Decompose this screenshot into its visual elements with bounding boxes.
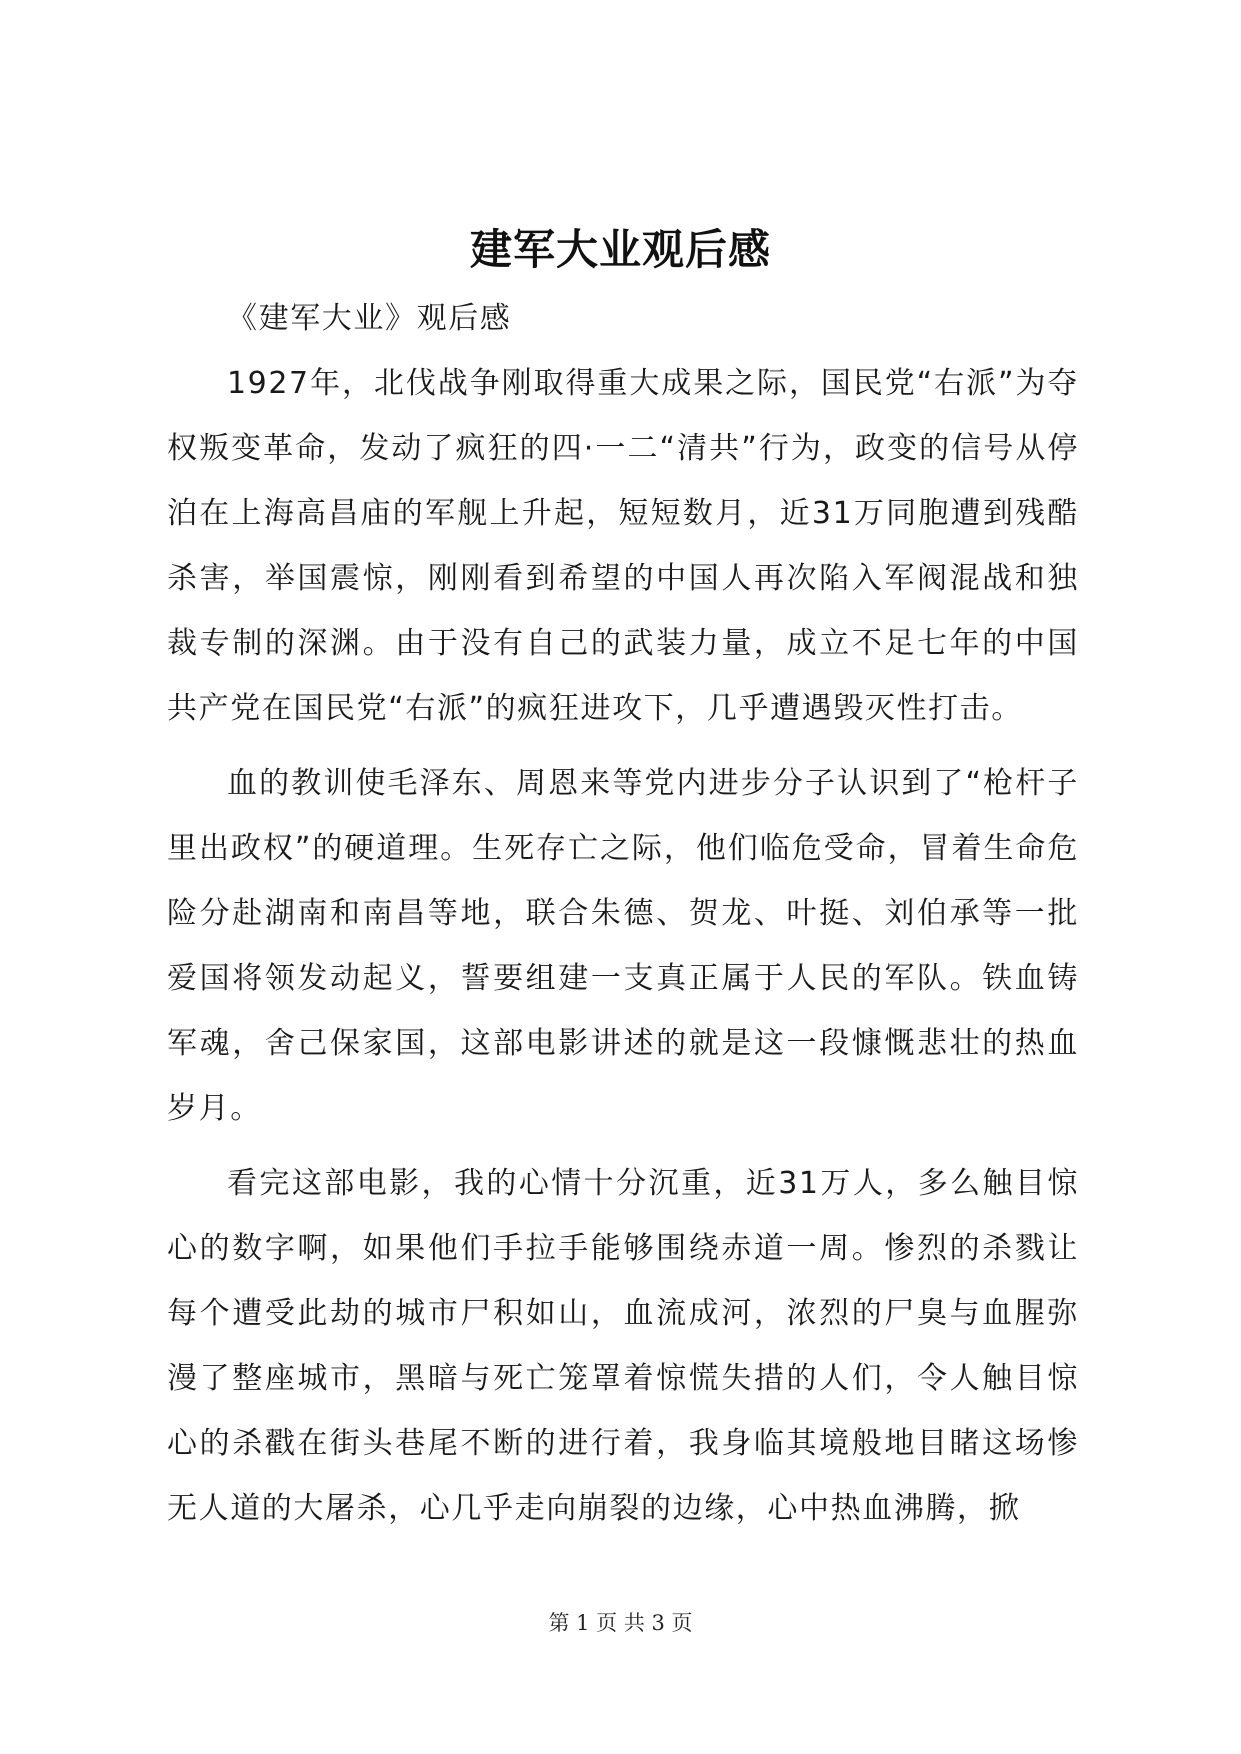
body-paragraph-1: 1927年，北伐战争刚取得重大成果之际，国民党“右派”为夺权叛变革命，发动了疯狂的四·一二“清共”行为，政变的信号从停泊在上海高昌庙的军舰上升起，短短数月，近31万同胞遭到残酷杀害，举国震惊，刚刚看到希望的中国人再次陷入军阀混战和独裁专制的深渊。由于没有自己的武装力量，成立不足七年的中国共产党在国民党“右派”的疯狂进攻下，几乎遭遇毁灭性打击。	[167, 366, 1079, 726]
body-paragraph-3: 看完这部电影，我的心情十分沉重，近31万人，多么触目惊心的数字啊，如果他们手拉手能够围绕赤道一周。惨烈的杀戮让每个遭受此劫的城市尸积如山，血流成河，浓烈的尸臭与血腥弥漫了整座城市，黑暗与死亡笼罩着惊慌失措的人们，令人触目惊心的杀戳在街头巷尾不断的进行着，我身临其境般地目睹这场惨无人道的大屠杀，心几乎走向崩裂的边缘，心中热血沸腾，掀	[167, 1166, 1079, 1526]
body-paragraph-2: 血的教训使毛泽东、周恩来等党内进步分子认识到了“枪杆子里出政权”的硬道理。生死存亡之际，他们临危受命，冒着生命危险分赴湖南和南昌等地，联合朱德、贺龙、叶挺、刘伯承等一批爱国将领发动起义，誓要组建一支真正属于人民的军队。铁血铸军魂，舍己保家国，这部电影讲述的就是这一段慷慨悲壮的热血岁月。	[167, 766, 1079, 1126]
document-title: 建军大业观后感	[469, 225, 771, 274]
document-body	[167, 286, 1079, 1551]
document-subtitle: 《建军大业》观后感	[227, 301, 512, 336]
page-footer: 第 1 页 共 3 页	[548, 1611, 693, 1635]
